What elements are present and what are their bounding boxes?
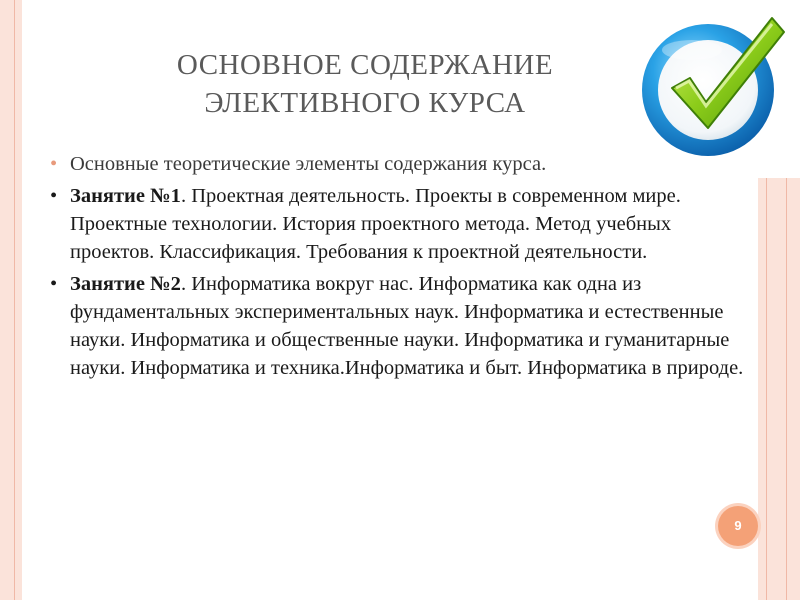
page-number-badge: 9 [718, 506, 758, 546]
left-decorative-band [0, 0, 22, 600]
right-band-stripe [766, 178, 767, 600]
list-item [50, 182, 750, 266]
bullet-list [50, 150, 750, 384]
bullet-marker: • [50, 185, 58, 207]
bullet-marker: • [50, 273, 58, 295]
bullet-text: . Проектная деятельность. Проекты в современном мире. Проектные технологии. История проектного метода. Метод учебных проектов. Классификация. Требования к проектной деятельности. [70, 185, 681, 263]
list-item [50, 270, 750, 382]
left-band-stripe [14, 0, 15, 600]
bullet-text: . Информатика вокруг нас. Информатика как одна из фундаментальных экспериментальных наук. Информатика и естественные науки. Информатика и общественные науки. Информатика и гуманитарные науки. Информатика и техника.Информатика и быт. Информатика в природе. [70, 273, 744, 379]
title-line-1: ОСНОВНОЕ СОДЕРЖАНИЕ [176, 49, 554, 81]
list-item [50, 150, 750, 178]
right-band-stripe-outer [786, 178, 787, 600]
title-line-2: ЭЛЕКТИВНОГО КУРСА [204, 87, 526, 119]
right-decorative-band [758, 178, 800, 600]
lesson-1-label: Занятие №1 [70, 185, 181, 207]
bullet-marker: • [50, 153, 58, 175]
checkmark-icon [632, 6, 792, 166]
bullet-text: Основные теоретические элементы содержания курса. [70, 153, 547, 175]
slide-title [115, 46, 615, 122]
lesson-2-label: Занятие №2 [70, 273, 181, 295]
